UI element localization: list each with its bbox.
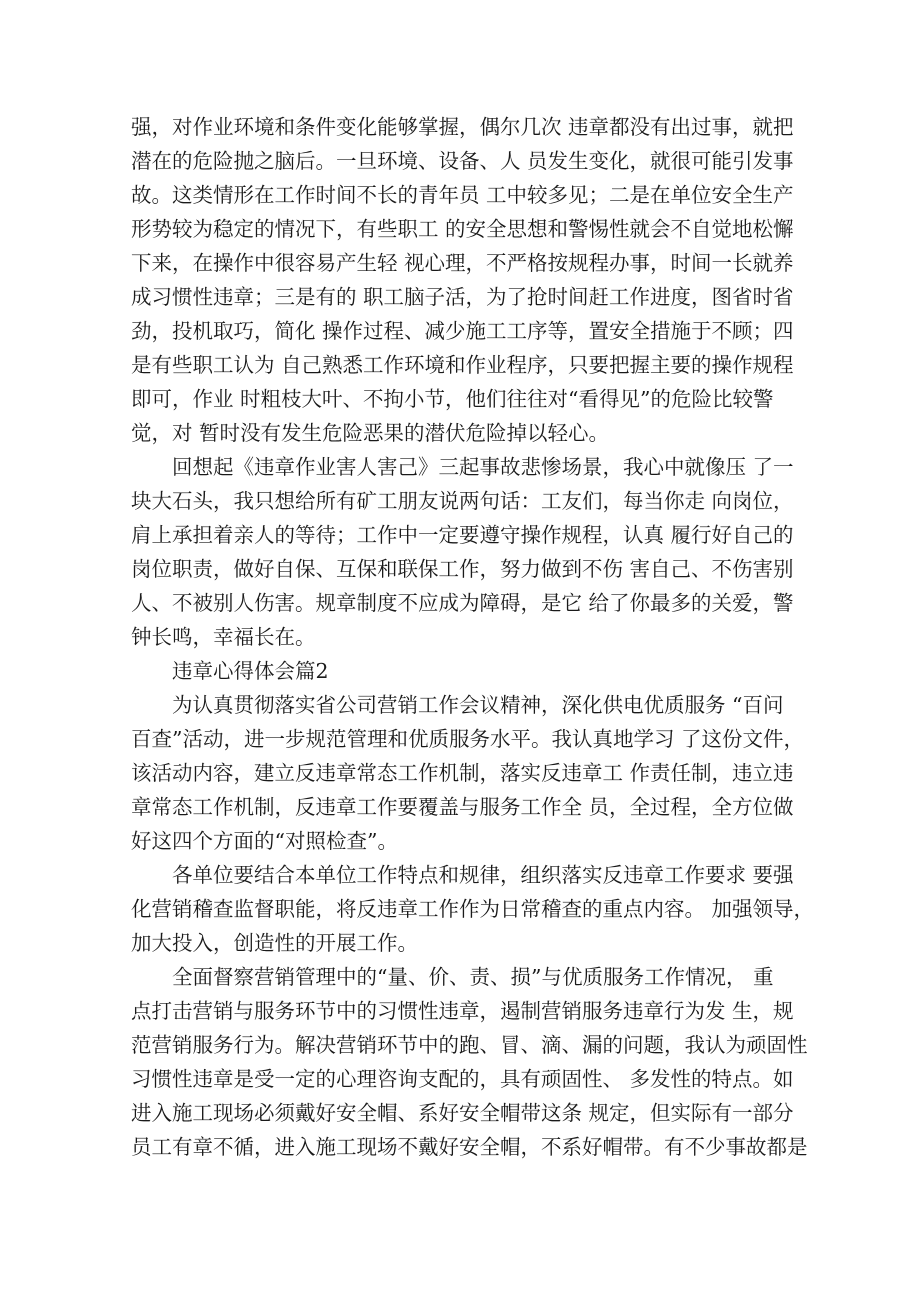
text-line: 人、不被别人伤害。规章制度不应成为障碍，是它 给了你最多的关爱，警 (131, 591, 794, 615)
text-line: 岗位职责，做好自保、互保和联保工作，努力做到不伤 害自己、不伤害别 (131, 557, 794, 581)
text-line: 是有些职工认为 自己熟悉工作环境和作业程序，只要把握主要的操作规程 (131, 353, 794, 377)
text-line: 员工有章不循，进入施工现场不戴好安全帽，不系好帽带。有不少事故都是 (131, 1135, 808, 1159)
text-line: 块大石头，我只想给所有矿工朋友说两句话：工友们，每当你走 向岗位， (131, 489, 794, 513)
text-line: 习惯性违章是受一定的心理咨询支配的，具有顽固性、 多发性的特点。如 (131, 1067, 794, 1091)
text-line: 点打击营销与服务环节中的习惯性违章，遏制营销服务违章行为发 生，规 (131, 999, 794, 1023)
text-line: 加大投入，创造性的开展工作。 (131, 931, 418, 955)
paragraph-3 (131, 688, 804, 858)
paragraph-2 (131, 450, 794, 654)
paragraph-4 (131, 858, 815, 960)
text-line: 各单位要结合本单位工作特点和规律，组织落实反违章工作要求 要强 (172, 863, 794, 887)
text-line: 下来，在操作中很容易产生轻 视心理，不严格按规程办事，时间一长就养 (131, 251, 794, 275)
text-line: 觉，对 暂时没有发生危险恶果的潜伏危险掉以轻心。 (131, 421, 610, 445)
text-line: 成习惯性违章；三是有的 职工脑子活，为了抢时间赶工作进度，图省时省 (131, 285, 794, 309)
section-heading: 违章心得体会篇2 (172, 659, 329, 683)
text-line: 范营销服务行为。解决营销环节中的跑、冒、滴、漏的问题，我认为顽固性 (131, 1033, 808, 1057)
text-line: 该活动内容，建立反违章常态工作机制，落实反违章工 作责任制，违立违 (131, 761, 794, 785)
paragraph-5 (131, 960, 808, 1164)
text-line: 钟长鸣，幸福长在。 (131, 625, 316, 649)
text-line: 化营销稽查监督职能，将反违章工作作为日常稽查的重点内容。 加强领导， (131, 897, 815, 921)
text-line: 潜在的危险抛之脑后。一旦环境、设备、人 员发生变化，就很可能引发事 (131, 149, 794, 173)
text-line: 好这四个方面的“对照检查”。 (131, 829, 398, 853)
text-line: 即可，作业 时粗枝大叶、不拘小节，他们往往对“看得见”的危险比较警 (131, 387, 774, 411)
text-line: 章常态工作机制，反违章工作要覆盖与服务工作全 员，全过程，全方位做 (131, 795, 794, 819)
text-line: 劲，投机取巧，简化 操作过程、减少施工工序等，置安全措施于不顾；四 (131, 319, 794, 343)
text-line: 肩上承担着亲人的等待；工作中一定要遵守操作规程，认真 履行好自己的 (131, 523, 794, 547)
text-line: 形势较为稳定的情况下，有些职工 的安全思想和警惕性就会不自觉地松懈 (131, 217, 794, 241)
text-line: 故。这类情形在工作时间不长的青年员 工中较多见；二是在单位安全生产 (131, 183, 794, 207)
text-line: 为认真贯彻落实省公司营销工作会议精神，深化供电优质服务 “百问 (172, 693, 784, 717)
text-line: 全面督察营销管理中的“量、价、责、损”与优质服务工作情况， 重 (172, 965, 774, 989)
paragraph-1 (131, 110, 794, 450)
text-line: 进入施工现场必须戴好安全帽、系好安全帽带这条 规定，但实际有一部分 (131, 1101, 794, 1125)
text-line: 回想起《违章作业害人害己》三起事故悲惨场景，我心中就像压 了一 (172, 455, 794, 479)
text-line: 强，对作业环境和条件变化能够掌握，偶尔几次 违章都没有出过事，就把 (131, 115, 794, 139)
document-page (131, 110, 815, 1164)
text-line: 百查”活动，进一步规范管理和优质服务水平。我认真地学习 了这份文件， (131, 727, 804, 751)
